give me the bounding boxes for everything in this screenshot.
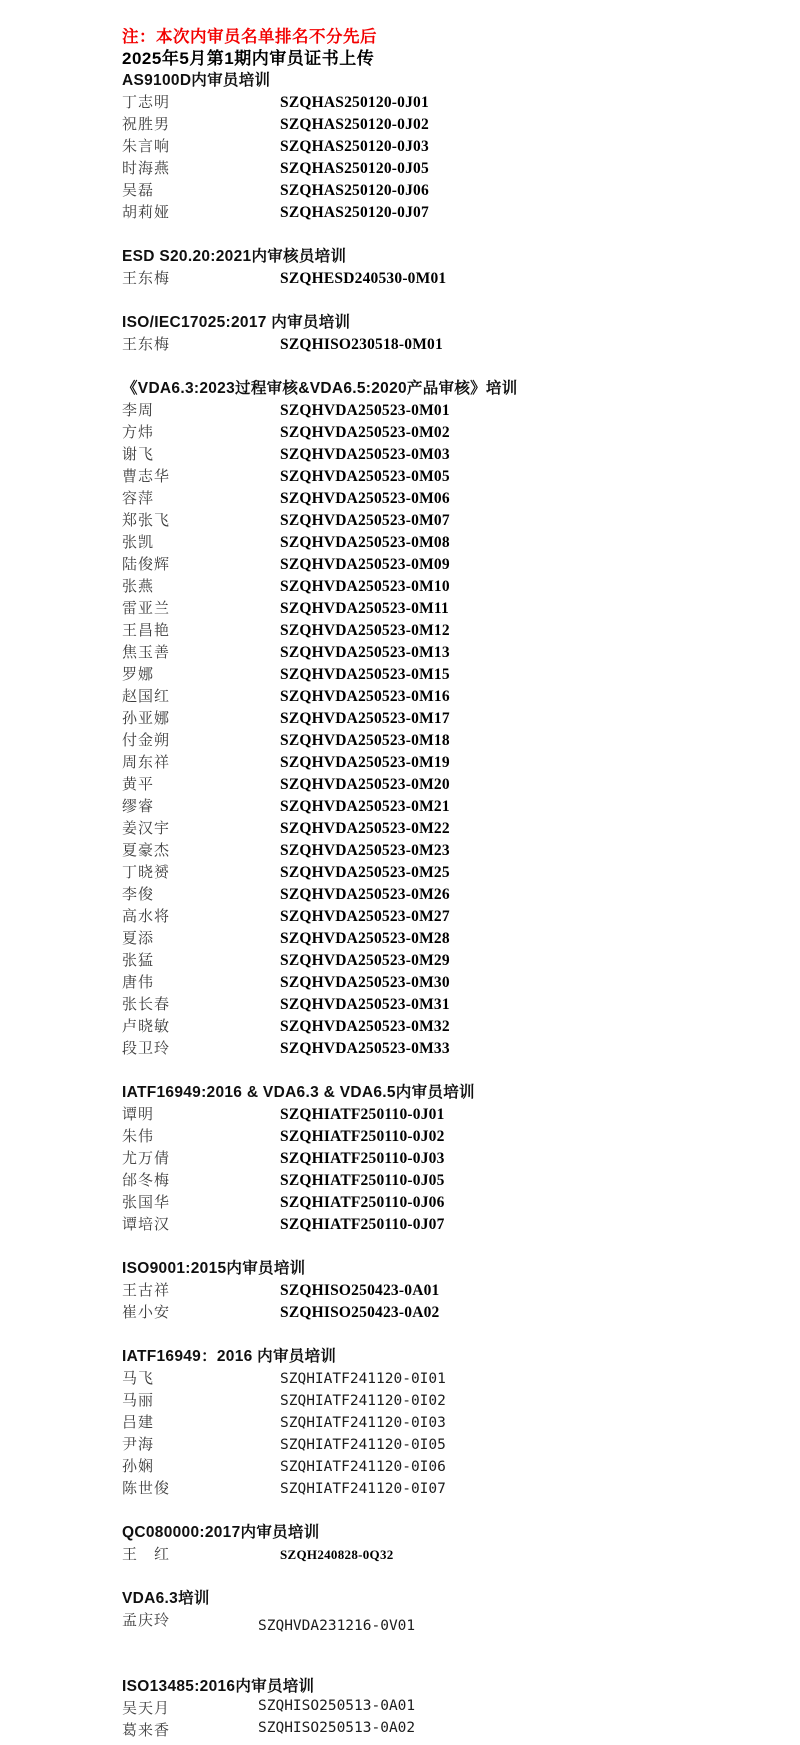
certificate-section xyxy=(122,1346,780,1500)
certificate-number: SZQHAS250120-0J05 xyxy=(280,160,429,177)
certificate-number: SZQHVDA250523-0M30 xyxy=(280,974,450,991)
trainee-name: 李俊 xyxy=(122,886,155,903)
trainee-row xyxy=(122,884,780,906)
certificate-number: SZQHVDA250523-0M28 xyxy=(280,930,450,947)
certificate-section xyxy=(122,378,780,1060)
section-header: VDA6.3培训 xyxy=(122,1590,210,1607)
certificate-number: SZQHIATF241120-0I07 xyxy=(280,1481,446,1497)
trainee-name: 朱伟 xyxy=(122,1128,155,1145)
trainee-name: 高水将 xyxy=(122,908,171,925)
certificate-number: SZQHVDA250523-0M08 xyxy=(280,534,450,551)
certificate-number: SZQHVDA250523-0M22 xyxy=(280,820,450,837)
trainee-row xyxy=(122,400,780,422)
certificate-number: SZQHVDA250523-0M27 xyxy=(280,908,450,925)
section-header: IATF16949:2016 & VDA6.3 & VDA6.5内审员培训 xyxy=(122,1084,475,1101)
trainee-name: 方炜 xyxy=(122,424,155,441)
certificate-number: SZQHESD240530-0M01 xyxy=(280,270,447,287)
certificate-number: SZQHVDA250523-0M13 xyxy=(280,644,450,661)
certificate-section xyxy=(122,70,780,224)
trainee-row xyxy=(122,664,780,686)
section-rows xyxy=(122,268,780,290)
certificate-number: SZQHIATF250110-0J07 xyxy=(280,1216,445,1233)
trainee-row xyxy=(122,774,780,796)
trainee-name: 吕建 xyxy=(122,1414,155,1431)
trainee-name: 张猛 xyxy=(122,952,155,969)
trainee-name: 谭培汉 xyxy=(122,1216,171,1233)
trainee-name: 张凯 xyxy=(122,534,155,551)
trainee-name: 时海燕 xyxy=(122,160,171,177)
trainee-name: 王东梅 xyxy=(122,336,171,353)
trainee-row xyxy=(122,1698,780,1720)
section-rows xyxy=(122,1368,780,1500)
certificate-number: SZQHVDA250523-0M31 xyxy=(280,996,450,1013)
trainee-row xyxy=(122,180,780,202)
certificate-number: SZQHVDA250523-0M29 xyxy=(280,952,450,969)
trainee-name: 邰冬梅 xyxy=(122,1172,171,1189)
section-header: ISO13485:2016内审员培训 xyxy=(122,1678,315,1695)
trainee-row xyxy=(122,1412,780,1434)
trainee-name: 崔小安 xyxy=(122,1304,171,1321)
trainee-name: 尤万倩 xyxy=(122,1150,171,1167)
certificate-number: SZQHAS250120-0J01 xyxy=(280,94,429,111)
trainee-name: 罗娜 xyxy=(122,666,155,683)
trainee-row xyxy=(122,488,780,510)
trainee-row xyxy=(122,158,780,180)
trainee-name: 陈世俊 xyxy=(122,1480,171,1497)
certificate-number: SZQHAS250120-0J03 xyxy=(280,138,429,155)
certificate-section xyxy=(122,1676,780,1742)
certificate-number: SZQHIATF241120-0I05 xyxy=(280,1437,446,1453)
certificate-number: SZQHISO250513-0A01 xyxy=(258,1698,416,1714)
trainee-row xyxy=(122,752,780,774)
trainee-row xyxy=(122,620,780,642)
trainee-name: 谭明 xyxy=(122,1106,155,1123)
section-header: AS9100D内审员培训 xyxy=(122,72,271,89)
certificate-number: SZQHVDA250523-0M25 xyxy=(280,864,450,881)
trainee-row xyxy=(122,950,780,972)
trainee-name: 周东祥 xyxy=(122,754,171,771)
trainee-row xyxy=(122,994,780,1016)
certificate-number: SZQHVDA250523-0M17 xyxy=(280,710,450,727)
certificate-section xyxy=(122,312,780,356)
certificate-number: SZQHVDA250523-0M33 xyxy=(280,1040,450,1057)
trainee-name: 胡莉娅 xyxy=(122,204,171,221)
trainee-row xyxy=(122,818,780,840)
section-rows xyxy=(122,92,780,224)
trainee-row xyxy=(122,1456,780,1478)
certificate-number: SZQHAS250120-0J06 xyxy=(280,182,429,199)
certificate-number: SZQHIATF250110-0J02 xyxy=(280,1128,445,1145)
section-rows xyxy=(122,1610,780,1632)
trainee-name: 容萍 xyxy=(122,490,155,507)
trainee-row xyxy=(122,1434,780,1456)
trainee-row xyxy=(122,796,780,818)
trainee-name: 祝胜男 xyxy=(122,116,171,133)
trainee-row xyxy=(122,444,780,466)
trainee-row xyxy=(122,1170,780,1192)
trainee-name: 唐伟 xyxy=(122,974,155,991)
certificate-number: SZQHVDA250523-0M10 xyxy=(280,578,450,595)
trainee-name: 姜汉宇 xyxy=(122,820,171,837)
trainee-name: 孙亚娜 xyxy=(122,710,171,727)
trainee-name: 夏豪杰 xyxy=(122,842,171,859)
certificate-number: SZQHVDA250523-0M07 xyxy=(280,512,450,529)
certificate-number: SZQHISO250513-0A02 xyxy=(258,1720,416,1736)
section-rows xyxy=(122,400,780,1060)
trainee-name: 黄平 xyxy=(122,776,155,793)
certificate-number: SZQHISO250423-0A02 xyxy=(280,1304,440,1321)
section-header: IATF16949：2016 内审员培训 xyxy=(122,1348,337,1365)
trainee-name: 郑张飞 xyxy=(122,512,171,529)
trainee-row xyxy=(122,686,780,708)
trainee-row xyxy=(122,708,780,730)
section-rows xyxy=(122,334,780,356)
certificate-number: SZQHVDA250523-0M15 xyxy=(280,666,450,683)
certificate-number: SZQHVDA250523-0M18 xyxy=(280,732,450,749)
trainee-row xyxy=(122,1016,780,1038)
certificate-number: SZQHVDA250523-0M06 xyxy=(280,490,450,507)
trainee-name: 赵国红 xyxy=(122,688,171,705)
trainee-row xyxy=(122,840,780,862)
trainee-name: 夏添 xyxy=(122,930,155,947)
certificate-number: SZQHIATF250110-0J03 xyxy=(280,1150,445,1167)
trainee-row xyxy=(122,554,780,576)
certificate-section xyxy=(122,246,780,290)
trainee-name: 马飞 xyxy=(122,1370,155,1387)
trainee-row xyxy=(122,1192,780,1214)
trainee-row xyxy=(122,1148,780,1170)
certificate-section xyxy=(122,1522,780,1566)
trainee-name: 卢晓敏 xyxy=(122,1018,171,1035)
trainee-name: 张燕 xyxy=(122,578,155,595)
trainee-row xyxy=(122,510,780,532)
trainee-name: 雷亚兰 xyxy=(122,600,171,617)
trainee-row xyxy=(122,92,780,114)
trainee-row xyxy=(122,334,780,356)
trainee-row xyxy=(122,466,780,488)
trainee-row xyxy=(122,1368,780,1390)
section-header: ISO9001:2015内审员培训 xyxy=(122,1260,306,1277)
certificate-number: SZQHAS250120-0J07 xyxy=(280,204,429,221)
certificate-number: SZQHISO230518-0M01 xyxy=(280,336,443,353)
section-header: QC080000:2017内审员培训 xyxy=(122,1524,320,1541)
trainee-row xyxy=(122,268,780,290)
trainee-row xyxy=(122,1478,780,1500)
certificate-number: SZQHISO250423-0A01 xyxy=(280,1282,440,1299)
trainee-row xyxy=(122,862,780,884)
trainee-name: 王昌艳 xyxy=(122,622,171,639)
certificate-number: SZQHVDA250523-0M12 xyxy=(280,622,450,639)
certificate-number: SZQHIATF250110-0J01 xyxy=(280,1106,445,1123)
certificate-section xyxy=(122,1588,780,1632)
certificate-section xyxy=(122,1082,780,1236)
certificate-number: SZQHVDA231216-0V01 xyxy=(258,1618,416,1634)
section-rows xyxy=(122,1280,780,1324)
trainee-row xyxy=(122,1544,780,1566)
trainee-row xyxy=(122,730,780,752)
certificate-number: SZQHAS250120-0J02 xyxy=(280,116,429,133)
certificate-section xyxy=(122,1258,780,1324)
certificate-number: SZQHVDA250523-0M09 xyxy=(280,556,450,573)
certificate-number: SZQHVDA250523-0M16 xyxy=(280,688,450,705)
certificate-number: SZQHIATF241120-0I01 xyxy=(280,1371,446,1387)
trainee-name: 谢飞 xyxy=(122,446,155,463)
certificate-number: SZQHVDA250523-0M02 xyxy=(280,424,450,441)
trainee-name: 葛来香 xyxy=(122,1722,171,1739)
certificate-number: SZQHIATF250110-0J06 xyxy=(280,1194,445,1211)
trainee-row xyxy=(122,972,780,994)
certificate-number: SZQHVDA250523-0M20 xyxy=(280,776,450,793)
trainee-name: 焦玉善 xyxy=(122,644,171,661)
trainee-row xyxy=(122,576,780,598)
trainee-row xyxy=(122,1720,780,1742)
certificate-number: SZQHVDA250523-0M21 xyxy=(280,798,450,815)
certificate-number: SZQHIATF241120-0I02 xyxy=(280,1393,446,1409)
trainee-name: 王东梅 xyxy=(122,270,171,287)
trainee-row xyxy=(122,1038,780,1060)
trainee-name: 吴天月 xyxy=(122,1700,171,1717)
section-header: 《VDA6.3:2023过程审核&VDA6.5:2020产品审核》培训 xyxy=(122,380,518,397)
sections xyxy=(122,70,780,1742)
trainee-row xyxy=(122,422,780,444)
certificate-number: SZQHIATF241120-0I06 xyxy=(280,1459,446,1475)
trainee-row xyxy=(122,114,780,136)
section-rows xyxy=(122,1698,780,1742)
trainee-name: 王古祥 xyxy=(122,1282,171,1299)
trainee-row xyxy=(122,1390,780,1412)
trainee-row xyxy=(122,906,780,928)
trainee-name: 张长春 xyxy=(122,996,171,1013)
trainee-row xyxy=(122,928,780,950)
trainee-name: 吴磊 xyxy=(122,182,155,199)
certificate-number: SZQHVDA250523-0M05 xyxy=(280,468,450,485)
trainee-row xyxy=(122,202,780,224)
trainee-name: 曹志华 xyxy=(122,468,171,485)
trainee-row xyxy=(122,1280,780,1302)
trainee-row xyxy=(122,1302,780,1324)
certificate-number: SZQHVDA250523-0M23 xyxy=(280,842,450,859)
certificate-number: SZQHVDA250523-0M19 xyxy=(280,754,450,771)
section-rows xyxy=(122,1544,780,1566)
certificate-number: SZQHVDA250523-0M32 xyxy=(280,1018,450,1035)
trainee-name: 李周 xyxy=(122,402,155,419)
ranking-note: 注：本次内审员名单排名不分先后 xyxy=(122,28,377,46)
certificate-number: SZQHIATF250110-0J05 xyxy=(280,1172,445,1189)
trainee-row xyxy=(122,532,780,554)
trainee-name: 马丽 xyxy=(122,1392,155,1409)
trainee-name: 尹海 xyxy=(122,1436,155,1453)
trainee-name: 王 红 xyxy=(122,1546,171,1563)
trainee-row xyxy=(122,1104,780,1126)
trainee-name: 丁晓赟 xyxy=(122,864,171,881)
trainee-name: 段卫玲 xyxy=(122,1040,171,1057)
trainee-row xyxy=(122,598,780,620)
section-header: ISO/IEC17025:2017 内审员培训 xyxy=(122,314,351,331)
trainee-row xyxy=(122,642,780,664)
trainee-row xyxy=(122,1126,780,1148)
section-rows xyxy=(122,1104,780,1236)
certificate-number: SZQH240828-0Q32 xyxy=(280,1547,394,1562)
page-title: 2025年5月第1期内审员证书上传 xyxy=(122,49,375,68)
certificate-number: SZQHVDA250523-0M26 xyxy=(280,886,450,903)
trainee-name: 付金朔 xyxy=(122,732,171,749)
certificate-number: SZQHVDA250523-0M11 xyxy=(280,600,449,617)
trainee-name: 陆俊辉 xyxy=(122,556,171,573)
trainee-row xyxy=(122,1610,780,1632)
trainee-name: 朱言响 xyxy=(122,138,171,155)
trainee-name: 丁志明 xyxy=(122,94,171,111)
trainee-row xyxy=(122,136,780,158)
certificate-number: SZQHIATF241120-0I03 xyxy=(280,1415,446,1431)
trainee-name: 缪睿 xyxy=(122,798,155,815)
trainee-name: 张国华 xyxy=(122,1194,171,1211)
trainee-name: 孟庆玲 xyxy=(122,1612,171,1629)
certificate-number: SZQHVDA250523-0M03 xyxy=(280,446,450,463)
trainee-name: 孙娴 xyxy=(122,1458,155,1475)
section-header: ESD S20.20:2021内审核员培训 xyxy=(122,248,347,265)
certificate-number: SZQHVDA250523-0M01 xyxy=(280,402,450,419)
trainee-row xyxy=(122,1214,780,1236)
